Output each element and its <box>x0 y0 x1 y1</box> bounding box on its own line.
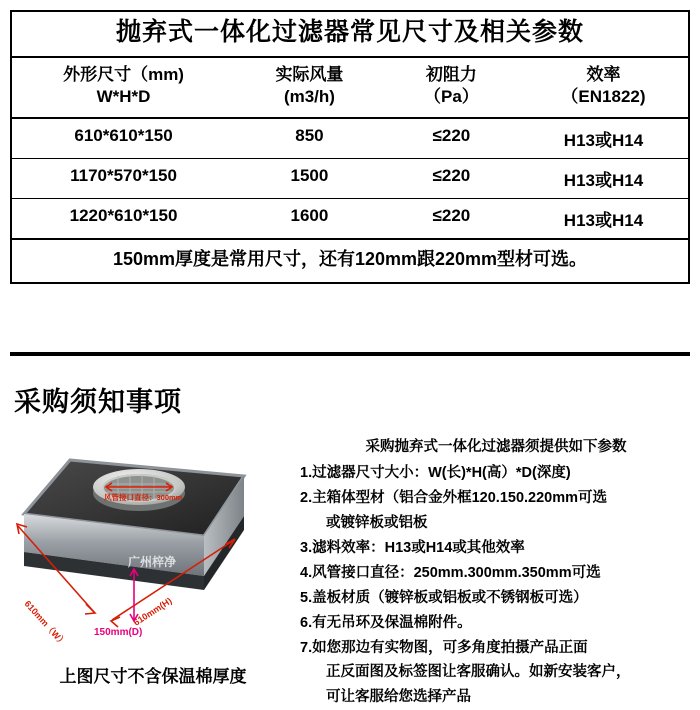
cell-airflow: 850 <box>295 126 324 146</box>
cell-efficiency: H13或H14 <box>563 171 644 191</box>
spec-header-dimensions: 外形尺寸（mm) W*H*D <box>63 64 184 107</box>
photo-caption: 上图尺寸不含保温棉厚度 <box>59 667 247 686</box>
list-item: 5.盖板材质（镀锌板或铝板或不锈钢板可选） <box>300 589 588 606</box>
spec-header-efficiency: 效率 （EN1822) <box>561 64 646 107</box>
spec-header-airflow: 实际风量 (m3/h) <box>275 64 344 107</box>
list-item: 7.如您那边有实物图，可多角度拍摄产品正面 <box>300 639 588 656</box>
purchase-notes-list <box>300 435 692 710</box>
section-divider <box>10 352 690 356</box>
cell-efficiency: H13或H14 <box>563 211 644 231</box>
list-item: 4.风管接口直径：250mm.300mm.350mm可选 <box>300 564 601 581</box>
dim-length-label: 610mm(H) <box>131 595 174 628</box>
list-item: 正反面图及标签图让客服确认。如新安装客户， <box>326 664 631 681</box>
duct-diameter-label: 风管接口直径：300mm <box>104 493 183 502</box>
watermark-text: 广州梓净 <box>128 555 177 569</box>
purchase-section-title: 采购须知事项 <box>14 387 182 417</box>
spec-header-resistance: 初阻力 （Pa） <box>423 64 479 107</box>
cell-airflow: 1600 <box>290 206 329 226</box>
list-item: 或镀锌板或铝板 <box>326 514 428 531</box>
list-item: 1.过滤器尺寸大小：W(长)*H(高）*D(深度) <box>300 464 571 481</box>
table-row <box>12 159 688 199</box>
cell-resistance: ≤220 <box>432 206 471 226</box>
cell-efficiency: H13或H14 <box>563 131 644 151</box>
list-item: 2.主箱体型材（铝合金外框120.150.220mm可选 <box>300 489 608 506</box>
dim-width-label: 610mm（W） <box>22 598 69 649</box>
spec-table-title: 抛弃式一体化过滤器常见尺寸及相关参数 <box>12 12 688 58</box>
cell-airflow: 1500 <box>290 166 329 186</box>
spec-table-footnote: 150mm厚度是常用尺寸，还有120mm跟220mm型材可选。 <box>112 249 588 270</box>
spec-table-header-row <box>12 58 688 120</box>
dim-depth-label: 150mm(D) <box>94 627 143 638</box>
cell-resistance: ≤220 <box>432 126 471 146</box>
cell-dimensions: 1220*610*150 <box>69 206 178 226</box>
list-item: 6.有无吊环及保温棉附件。 <box>300 614 472 631</box>
cell-dimensions: 1170*570*150 <box>70 166 177 186</box>
spec-table-block <box>10 10 690 284</box>
cell-resistance: ≤220 <box>432 166 471 186</box>
purchase-notes-intro: 采购抛弃式一体化过滤器须提供如下参数 <box>365 439 627 455</box>
list-item: 3.滤料效率：H13或H14或其他效率 <box>300 539 525 556</box>
product-photo <box>8 440 294 655</box>
table-row <box>12 119 688 159</box>
list-item: 可让客服给您选择产品 <box>326 689 471 706</box>
cell-dimensions: 610*610*150 <box>74 126 173 146</box>
table-row <box>12 199 688 240</box>
